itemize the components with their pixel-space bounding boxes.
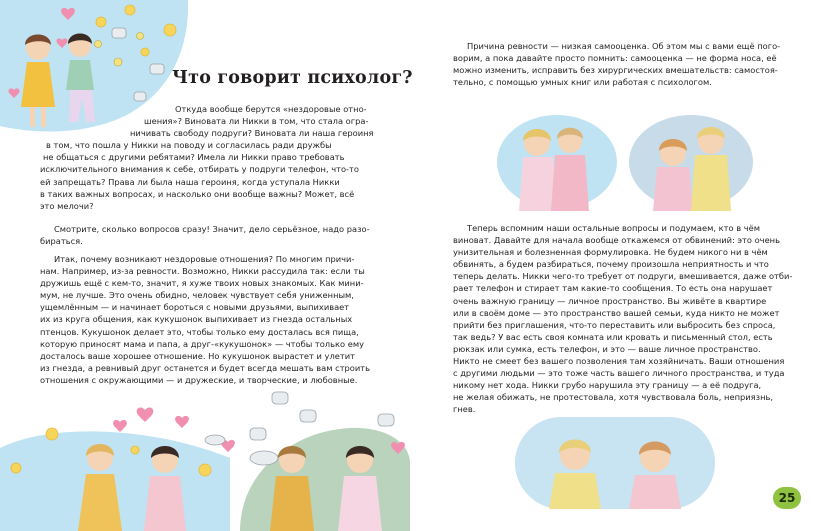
left-paragraph-1 — [40, 103, 372, 212]
left-paragraph-2 — [40, 223, 372, 247]
right-paragraph-2 — [453, 222, 793, 416]
text-line: с другими людьми — это тоже часть вашего личного пространства, и туда — [453, 368, 785, 379]
left-paragraph-3 — [40, 253, 372, 386]
text-line: мум, не лучше. Это очень обидно, человек чувствует себя униженным, — [40, 290, 354, 301]
text-line: отношения с окружающими — и дружеские, и творческие, и любовные. — [40, 374, 358, 385]
text-line: в том, что пошла у Никки на поводу и согласилась ради дружбы — [46, 140, 332, 151]
text-line: исключительного внимания к себе, отбирать у подруги телефон, что-то — [40, 164, 359, 175]
text-line: Откуда вообще берутся «нездоровые отно- — [175, 104, 367, 114]
text-line: досталось ваше хорошее отношение. Но кукушонок вырастет и улетит — [40, 350, 355, 361]
text-line: в таких важных вопросах, и насколько они вообще важны? Может, всё — [40, 188, 355, 199]
illustration-two-girls-bottom-right — [515, 417, 715, 509]
text-line: очень важную границу — личное пространство. Вы живёте в квартире — [453, 295, 767, 306]
text-line: ей запрещать? Права ли была наша героиня, когда уступала Никки — [40, 176, 340, 187]
text-line: это мелочи? — [40, 200, 94, 211]
text-line: из гнезда, а ревнивый друг останется и будет всегда мешать вам строить — [40, 362, 370, 373]
right-paragraph-1 — [453, 40, 783, 88]
text-line: шения»? Виновата ли Никки в том, что стала огра- — [144, 116, 369, 127]
illustration-two-ovals — [495, 113, 755, 211]
text-line: Смотрите, сколько вопросов сразу! Значит, дело серьёзное, надо разо- — [54, 224, 370, 234]
page-number-badge: 25 — [773, 487, 801, 509]
text-line: нам. Например, из-за ревности. Возможно, Никки рассудила так: если ты — [40, 266, 365, 277]
text-line: унизительная и болезненная формулировка. Не будем никого ни в чём — [453, 247, 768, 258]
page-heading: Что говорит психолог? — [172, 68, 413, 88]
text-line: не желая обижать, не протестовала, хотя чувствовала боль, неприязнь, — [453, 392, 774, 403]
text-line: ворим, а пока давайте просто помнить: самооценка — не форма носа, её — [453, 53, 777, 64]
text-line: прийти без приглашения, что-то переставить или выбросить без спроса, — [453, 319, 776, 330]
text-line: гнев. — [453, 404, 476, 415]
text-line: никому нет хода. Никки грубо нарушила эту границу — а её подруга, — [453, 380, 762, 391]
text-line: Никто не смеет без вашего позволения там хозяйничать. Ваши отношения — [453, 356, 785, 367]
illustration-girls-bottom-left — [0, 388, 410, 531]
text-line: тельно, с помощью умных книг или работая с психологом. — [453, 77, 712, 88]
text-line: бираться. — [40, 236, 83, 247]
text-line: Итак, почему возникают нездоровые отношения? По многим причи- — [54, 254, 355, 264]
text-line: можно изменить, исправить без хирургических вмешательств: самостоя- — [453, 65, 778, 76]
text-line: ничивать свободу подруги? Виновата ли наша героиня — [130, 128, 374, 139]
text-line: теперь делать. Никки чего-то требует от подруги, вмешивается, даже отби- — [453, 271, 793, 282]
text-line: Теперь вспомним наши остальные вопросы и подумаем, кто в чём — [467, 223, 761, 233]
text-line: рюкзак или сумка, есть телефон, и это — ваше личное пространство. — [453, 343, 761, 354]
text-line: обвинять, а будем разбираться, почему произошла неприятность и что — [453, 259, 769, 270]
text-line: или в своём доме — это пространство вашей семьи, куда никто не может — [453, 307, 780, 318]
text-line: виноват. Давайте для начала вообще откажемся от обвинений: это очень — [453, 235, 780, 246]
text-line: Причина ревности — низкая самооценка. Об этом мы с вами ещё пого- — [467, 41, 781, 51]
text-line: их из круга общения, как кукушонок выпихивает из гнезда остальных — [40, 314, 353, 325]
text-line: ущемлённым — и начинает бороться с новыми друзьями, выпихивает — [40, 302, 350, 313]
text-line: дружишь ещё с кем-то, значит, я хуже твоих новых знакомых. Как мини- — [40, 278, 364, 289]
text-line: рает телефон и стирает там какие-то сообщения. То есть она нарушает — [453, 283, 773, 294]
text-line: так ведь? У вас есть своя комната или кровать и письменный стол, есть — [453, 331, 773, 342]
text-line: которую приносят мама и папа, а друг-«кукушонок» — чтобы только ему — [40, 338, 364, 349]
text-line: не общаться с другими ребятами? Имела ли Никки право требовать — [43, 152, 345, 163]
text-line: птенцов. Кукушонок делает это, чтобы только ему досталась вся пища, — [40, 326, 359, 337]
